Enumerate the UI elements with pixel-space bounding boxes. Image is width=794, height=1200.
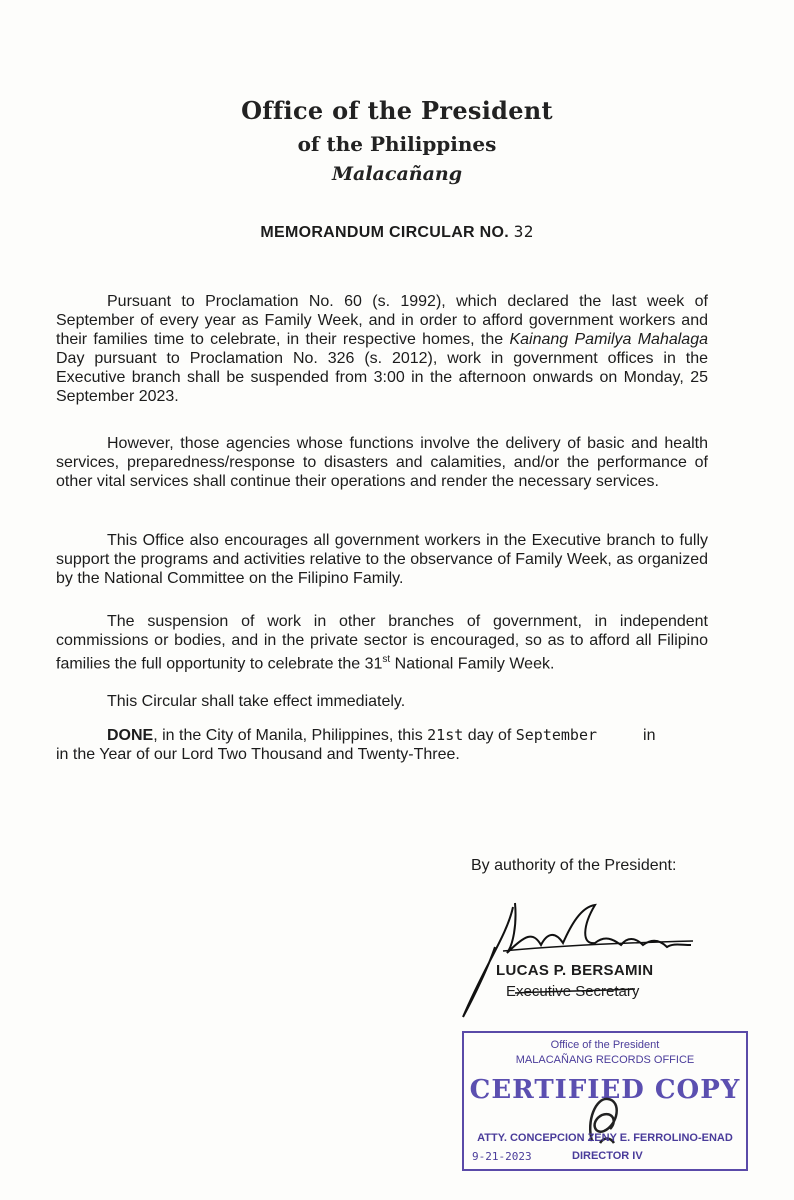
paragraph-3 [56, 531, 708, 588]
p6-text-a: , in the City of Manila, Philippines, this [153, 727, 428, 744]
signer-name: LUCAS P. BERSAMIN [496, 962, 654, 979]
stamp-officer-name: ATTY. CONCEPCION ZENY E. FERROLINO-ENAD [477, 1132, 733, 1144]
memo-title-label: MEMORANDUM CIRCULAR NO. [260, 224, 510, 241]
p6-text-c: in the Year of our Lord Two Thousand and Twenty-Three. [56, 746, 460, 763]
memo-number: 32 [513, 222, 534, 241]
stamp-date: 9-21-2023 [472, 1150, 532, 1163]
certified-copy-stamp [462, 1031, 748, 1171]
p3-text: This Office also encourages all government workers in the Executive branch to fully support the programs and activities relative to the observance of Family Week, as organized by the National Committee on the Filipino Family. [56, 532, 708, 587]
p4-text-a: The suspension of work in other branches of government, in independent commissions or bodies, and in the private sector is encouraged, so as to afford all Filipino families the full opportunity to celebrate the 31 [56, 613, 708, 673]
p4-text-b: National Family Week. [390, 655, 555, 673]
p2-text: However, those agencies whose functions involve the delivery of basic and health services, preparedness/response to disasters and calamities, and/or the performance of other vital services shall continue their operations and render the necessary services. [56, 435, 708, 490]
letterhead-place: Malacañang [332, 163, 462, 185]
authority-line: By authority of the President: [471, 857, 677, 874]
letterhead-country: of the Philippines [297, 132, 497, 156]
signature-image [455, 895, 705, 1025]
p6-in: in [643, 727, 656, 744]
paragraph-2 [56, 434, 708, 491]
stamp-certified-copy: CERTIFIED COPY [469, 1075, 741, 1105]
stamp-records-office: MALACAÑANG RECORDS OFFICE [515, 1054, 695, 1066]
memo-title [0, 222, 794, 242]
paragraph-5 [56, 692, 708, 711]
paragraph-4 [56, 612, 708, 673]
p5-text: This Circular shall take effect immediately. [107, 693, 406, 710]
signer-title: Executive Secretary [506, 983, 640, 1000]
paragraph-6 [56, 726, 708, 764]
p1-italic: Kainang Pamilya Mahalaga [509, 331, 708, 348]
p1-text-b: Day pursuant to Proclamation No. 326 (s. 2012), work in government offices in the Executive branch shall be suspended from 3:00 in the afternoon onwards on Monday, 25 September 2023. [56, 350, 708, 405]
stamp-office: Office of the President [550, 1039, 660, 1051]
p1-text-a: Pursuant to Proclamation No. 60 (s. 1992), which declared the last week of September of every year as Family Week, and in order to afford government workers and their families time to celebrate, in their respective homes, the [56, 293, 708, 348]
stamp-officer-title: DIRECTOR IV [572, 1150, 643, 1162]
p6-day: 21st [427, 726, 464, 744]
paragraph-1 [56, 292, 708, 406]
p6-month: September [515, 726, 598, 744]
p6-text-b: day of [463, 727, 516, 744]
letterhead-office: Office of the President [241, 96, 553, 125]
p4-ordinal: st [382, 654, 391, 665]
p6-done: DONE [107, 727, 154, 744]
